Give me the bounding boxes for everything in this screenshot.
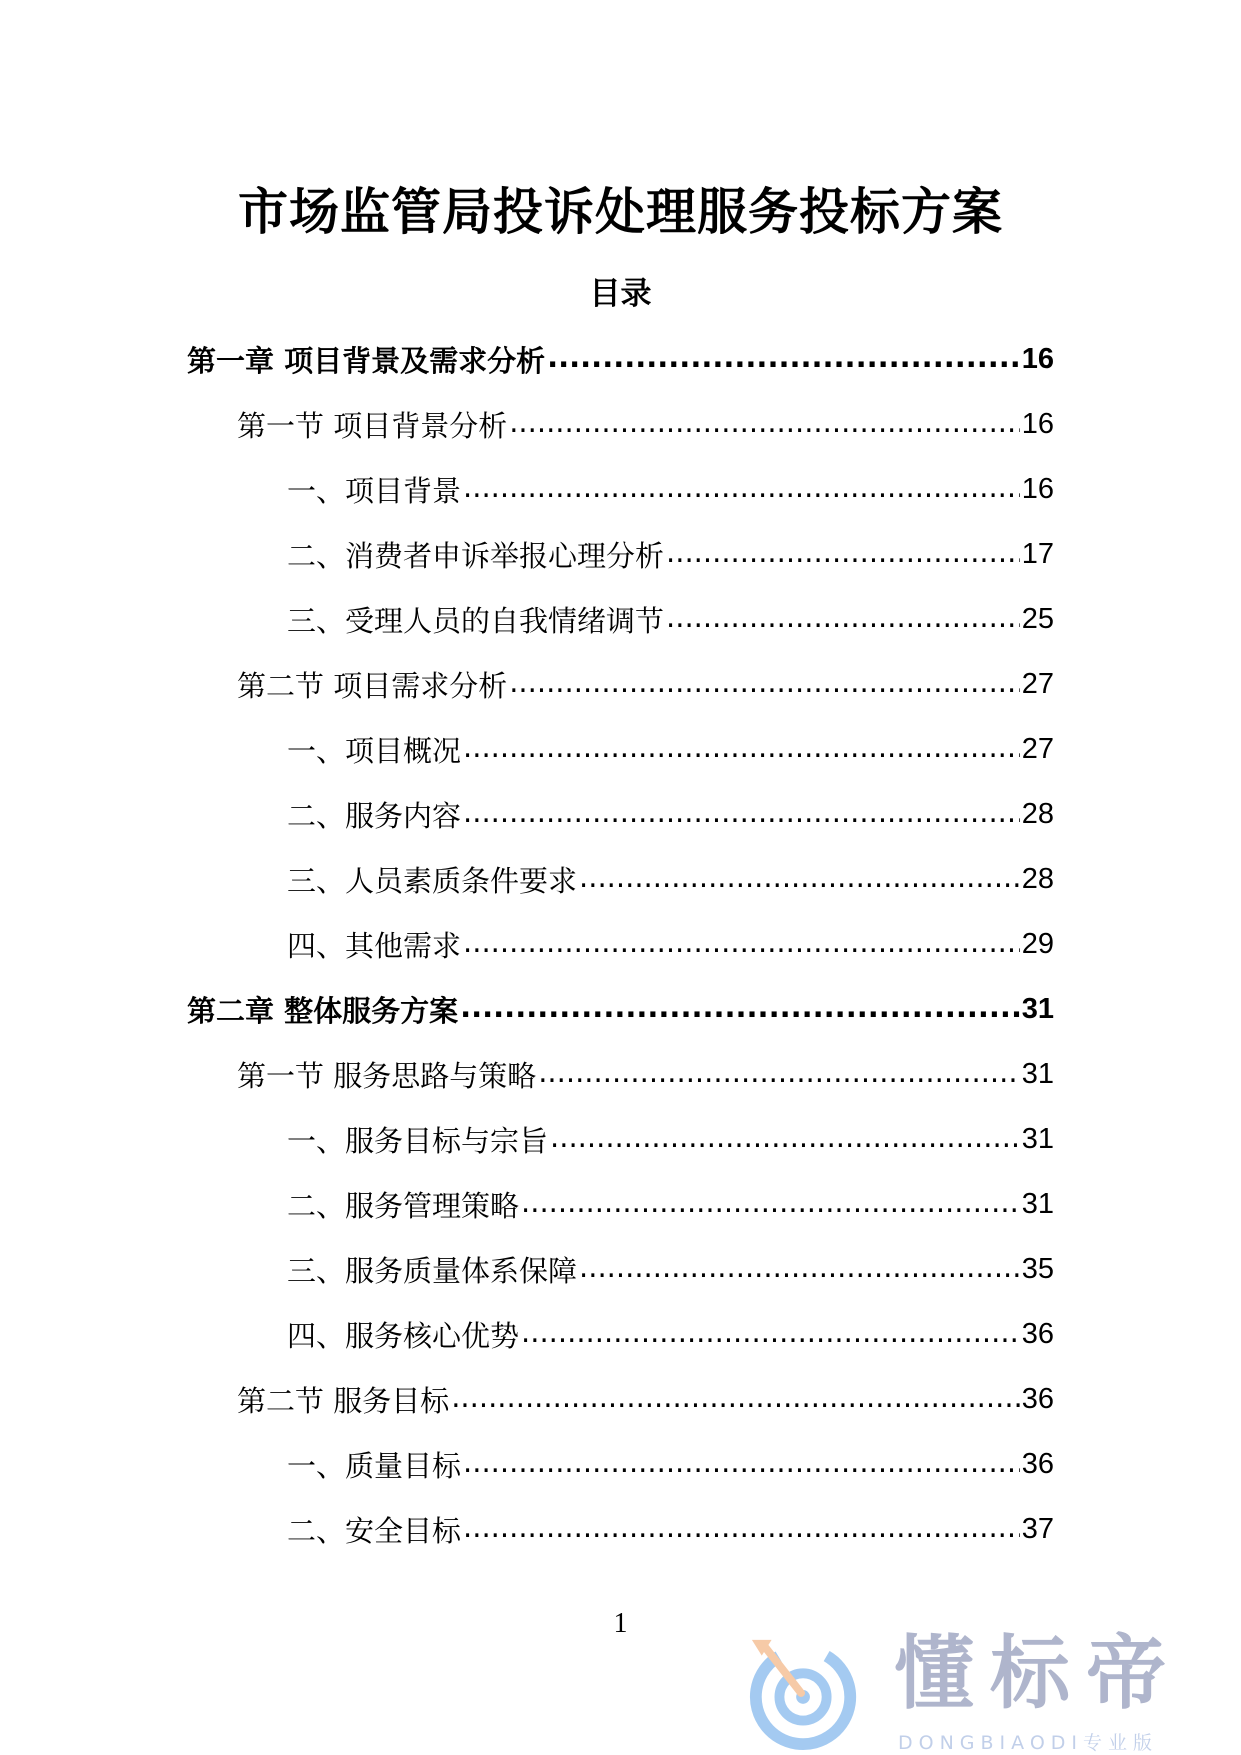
toc-dot-leader [666, 535, 1020, 570]
toc-entry-label: 一、项目背景 [287, 474, 462, 508]
toc-entry-page: 27 [1021, 733, 1054, 765]
toc-entry[interactable] [0, 847, 1241, 912]
toc-dot-leader [451, 1380, 1020, 1415]
toc-dot-leader [579, 1250, 1020, 1285]
toc-entry-label: 一、质量目标 [287, 1449, 462, 1483]
toc-dot-leader [521, 1315, 1020, 1350]
toc-entry[interactable] [0, 782, 1241, 847]
toc-entry-label: 二、服务内容 [287, 799, 462, 833]
toc-entry-page: 36 [1021, 1383, 1054, 1415]
toc-entry-page: 36 [1021, 1448, 1054, 1480]
toc-dot-leader [463, 1510, 1020, 1545]
toc-entry-label: 第二节 服务目标 [237, 1384, 450, 1418]
toc-entry-label: 四、服务核心优势 [287, 1319, 520, 1353]
toc-dot-leader [547, 340, 1020, 375]
toc-entry-page: 31 [1021, 1188, 1054, 1220]
target-arrow-icon [746, 1634, 864, 1752]
toc-entry-page: 35 [1021, 1253, 1054, 1285]
toc-entry-page: 16 [1021, 473, 1054, 505]
toc-dot-leader [509, 665, 1020, 700]
toc-dot-leader [538, 1055, 1020, 1090]
toc-entry-label: 第二节 项目需求分析 [237, 669, 508, 703]
toc-dot-leader [521, 1185, 1020, 1220]
toc-heading: 目录 [589, 276, 652, 312]
toc-entry[interactable] [0, 652, 1241, 717]
toc-entry[interactable] [0, 327, 1241, 392]
toc-entry[interactable] [0, 912, 1241, 977]
toc-entry-label: 二、消费者申诉举报心理分析 [287, 539, 665, 573]
watermark-subtitle: DONGBIAODI专业版 [898, 1732, 1159, 1754]
toc-entry-page: 16 [1021, 408, 1054, 440]
toc-entry-page: 17 [1021, 538, 1054, 570]
toc-entry-page: 28 [1021, 798, 1054, 830]
toc-entry-label: 第一节 项目背景分析 [237, 409, 508, 443]
toc-entry[interactable] [0, 1107, 1241, 1172]
toc-dot-leader [666, 600, 1020, 635]
toc-dot-leader [550, 1120, 1020, 1155]
toc-entry[interactable] [0, 392, 1241, 457]
toc-entry-page: 28 [1021, 863, 1054, 895]
toc-entry-page: 27 [1021, 668, 1054, 700]
toc-entry-label: 三、服务质量体系保障 [287, 1254, 578, 1288]
toc-entry-label: 四、其他需求 [287, 929, 462, 963]
toc-entry-page: 25 [1021, 603, 1054, 635]
toc-entry-label: 第一节 服务思路与策略 [237, 1059, 537, 1093]
toc-dot-leader [460, 990, 1020, 1025]
toc-entry[interactable] [0, 1237, 1241, 1302]
toc-entry[interactable] [0, 1302, 1241, 1367]
toc-entry-label: 二、服务管理策略 [287, 1189, 520, 1223]
toc-entry-label: 第二章 整体服务方案 [187, 994, 459, 1028]
toc-entry-page: 16 [1021, 343, 1054, 375]
toc-entry-label: 一、服务目标与宗旨 [287, 1124, 549, 1158]
toc-entry-page: 37 [1021, 1513, 1054, 1545]
toc-entry-label: 一、项目概况 [287, 734, 462, 768]
toc-entry[interactable] [0, 1172, 1241, 1237]
toc-dot-leader [463, 795, 1020, 830]
toc-entry[interactable] [0, 977, 1241, 1042]
toc-entry[interactable] [0, 1367, 1241, 1432]
toc-entry-page: 36 [1021, 1318, 1054, 1350]
page-number: 1 [613, 1608, 628, 1639]
toc-dot-leader [579, 860, 1020, 895]
toc-dot-leader [463, 925, 1020, 960]
toc-entry-label: 三、人员素质条件要求 [287, 864, 578, 898]
document-title: 市场监管局投诉处理服务投标方案 [238, 183, 1003, 241]
toc-dot-leader [463, 1445, 1020, 1480]
toc-dot-leader [463, 730, 1020, 765]
toc-entry-label: 第一章 项目背景及需求分析 [187, 344, 546, 378]
toc-entry-page: 29 [1021, 928, 1054, 960]
toc-entry[interactable] [0, 1042, 1241, 1107]
toc-entry[interactable] [0, 522, 1241, 587]
toc-entry-label: 二、安全目标 [287, 1514, 462, 1548]
toc-entry[interactable] [0, 1497, 1241, 1562]
toc-entry-page: 31 [1021, 1123, 1054, 1155]
watermark-brand: 懂标帝 [894, 1627, 1182, 1720]
toc-entry[interactable] [0, 587, 1241, 652]
toc-dot-leader [463, 470, 1020, 505]
toc-entry[interactable] [0, 457, 1241, 522]
toc-entry-label: 三、受理人员的自我情绪调节 [287, 604, 665, 638]
toc-dot-leader [509, 405, 1020, 440]
toc-entry-page: 31 [1021, 993, 1054, 1025]
table-of-contents [0, 327, 1241, 1562]
toc-entry-page: 31 [1021, 1058, 1054, 1090]
toc-entry[interactable] [0, 717, 1241, 782]
watermark [742, 1628, 1241, 1754]
toc-entry[interactable] [0, 1432, 1241, 1497]
